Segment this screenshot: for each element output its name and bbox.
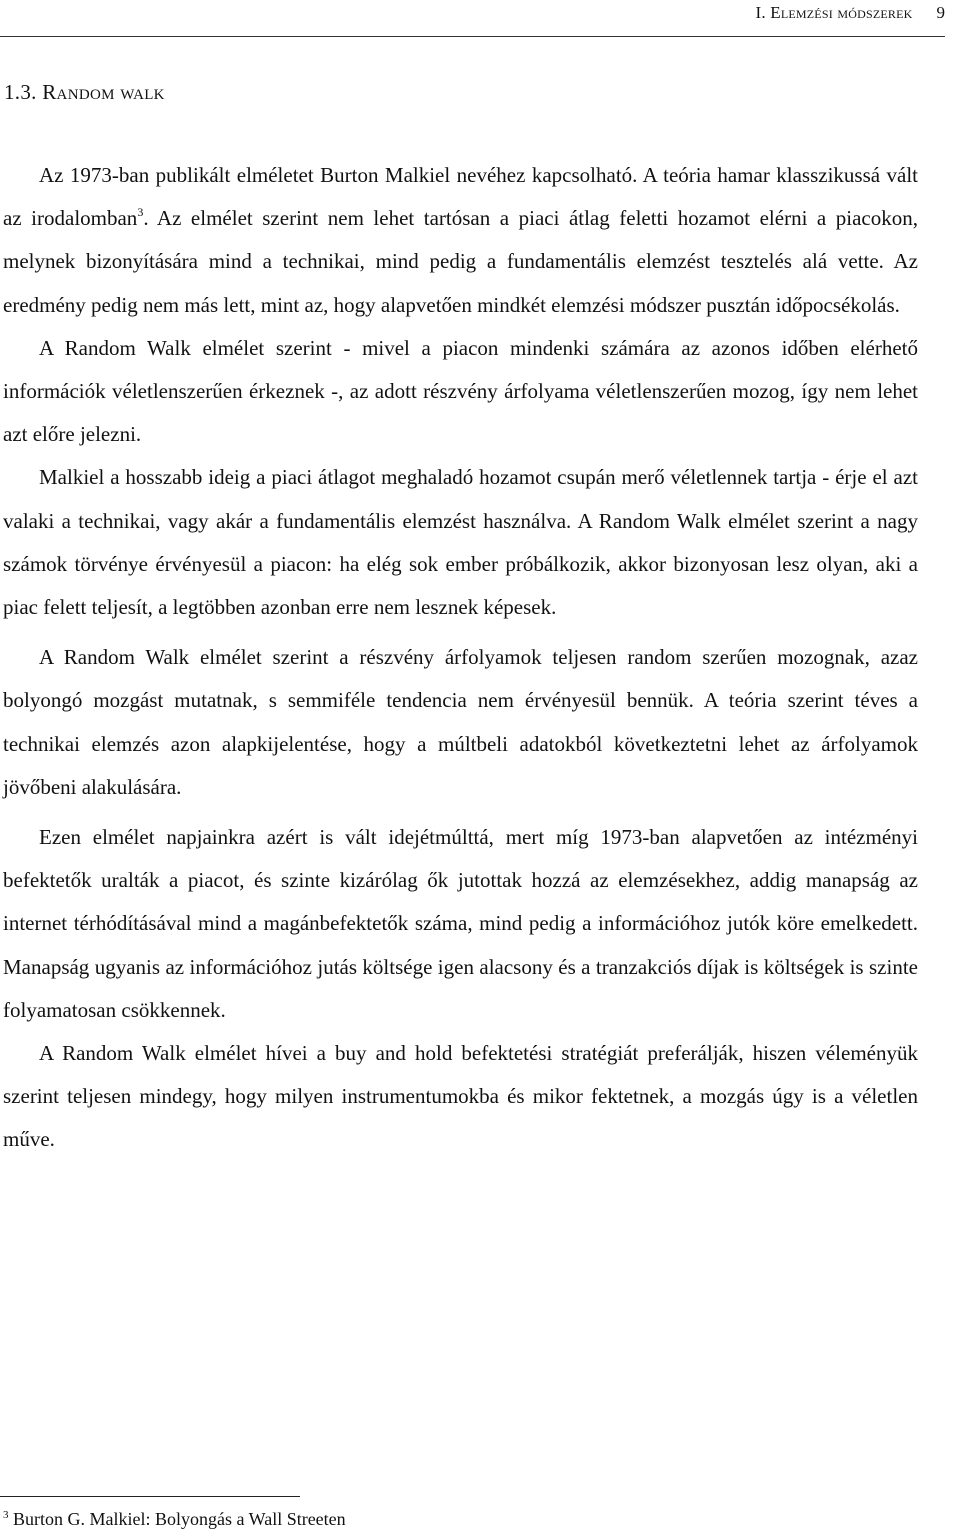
paragraph-5: Ezen elmélet napjainkra azért is vált idejétmúlttá, mert míg 1973-ban alapvetően az intézményi befektetők uralták a piacot, és szinte kizárólag ők jutottak hozzá az elemzésekhez, addig manapság az internet térhódításával mind a magánbefektetők száma, mind pedig a információhoz jutók köre emelkedett. Manapság ugyanis az információhoz jutás költsége igen alacsony és a tranzakciós díjak is költségek is szinte folyamatosan csökkennek. bbox=[3, 825, 918, 1022]
paragraph-4: A Random Walk elmélet szerint a részvény árfolyamok teljesen random szerűen mozognak, azaz bolyongó mozgást mutatnak, s semmiféle tendencia nem érvényesül bennük. A teória szerint téves a technikai elemzés azon alapkijelentése, hogy a múltbeli adatokból következtetni lehet az árfolyamok jövőbeni alakulására. bbox=[3, 645, 918, 799]
page-number: 9 bbox=[936, 3, 945, 22]
running-title: I. Elemzési módszerek bbox=[755, 3, 913, 22]
paragraph-1-text-b: . Az elmélet szerint nem lehet tartósan a piaci átlag feletti hozamot elérni a piacokon, melynek bizonyítására mind a technikai, mind pedig a fundamentális elemzést tesztelés alá vette. Az eredmény pedig nem más lett, mint az, hogy alapvetően mindkét elemzési módszer pusztán időpocsékolás. bbox=[3, 206, 919, 317]
body-text bbox=[3, 154, 918, 1162]
paragraph-1 bbox=[3, 154, 918, 327]
footnote-number: 3 bbox=[3, 1509, 9, 1521]
paragraph-1-text-a: Az 1973-ban publikált elméletet Burton Malkiel nevéhez kapcsolható. A teória hamar klasszikussá vált az irodalomban bbox=[3, 163, 918, 231]
footnote-text: Burton G. Malkiel: Bolyongás a Wall Streeten bbox=[13, 1509, 346, 1529]
footnote bbox=[3, 1508, 346, 1530]
paragraph-2: A Random Walk elmélet szerint - mivel a piacon mindenki számára az azonos időben elérhető információk véletlenszerűen érkeznek -, az adott részvény árfolyama véletlenszerűen mozog, így nem lehet azt előre jelezni. bbox=[3, 335, 918, 447]
footnote-reference[interactable]: 3 bbox=[137, 205, 144, 220]
footnote-divider bbox=[0, 1496, 300, 1497]
running-header bbox=[0, 0, 945, 37]
section-heading: 1.3. Random walk bbox=[4, 80, 165, 104]
paragraph-6: A Random Walk elmélet hívei a buy and hold befektetési stratégiát preferálják, hiszen véleményük szerint teljesen mindegy, hogy milyen instrumentumokba és mikor fektetnek, a mozgás úgy is a véletlen műve. bbox=[3, 1041, 918, 1152]
paragraph-3: Malkiel a hosszabb ideig a piaci átlagot meghaladó hozamot csupán merő véletlennek tartja - érje el azt valaki a technikai, vagy akár a fundamentális elemzést használva. A Random Walk elmélet szerint a nagy számok törvénye érvényesül a piacon: ha elég sok ember próbálkozik, akkor bizonyosan lesz olyan, aki a piac felett teljesít, a legtöbben azonban erre nem lesznek képesek. bbox=[3, 465, 918, 620]
